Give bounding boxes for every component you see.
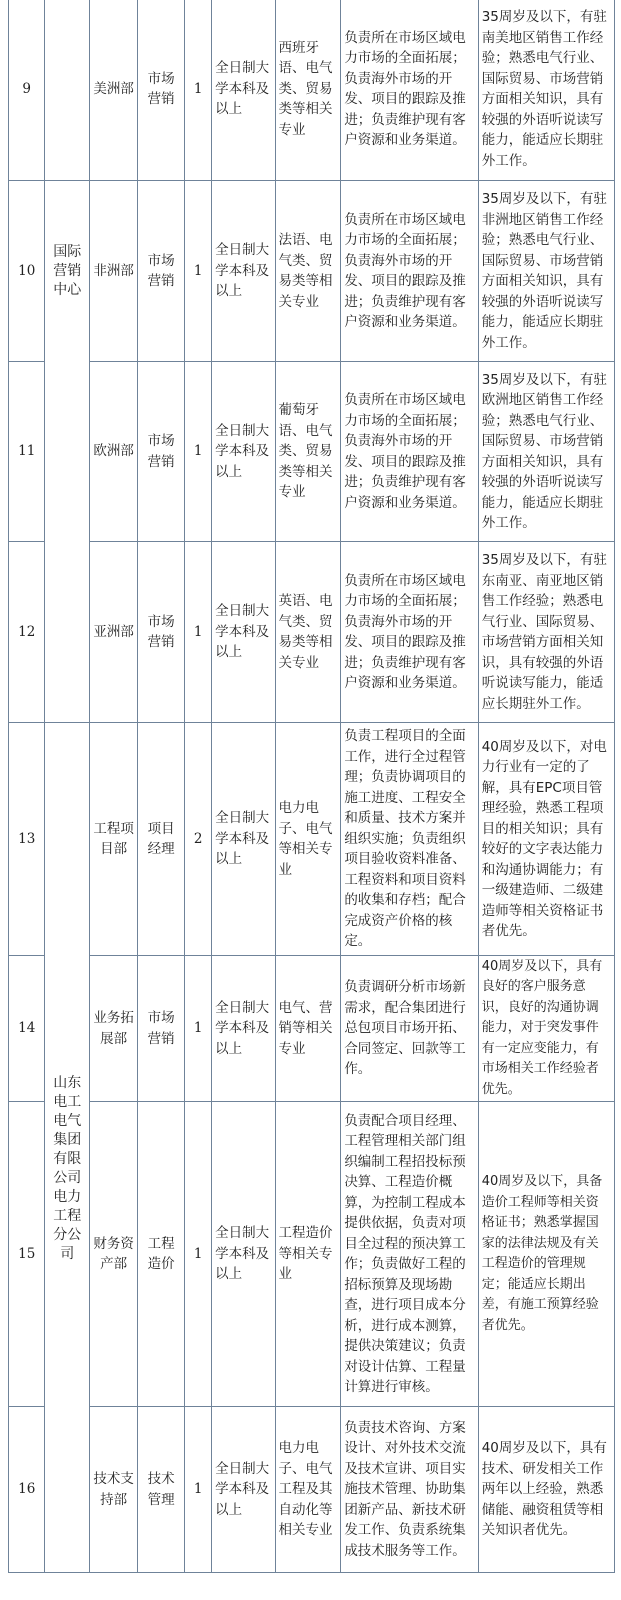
- count-cell: 1: [185, 0, 212, 181]
- count-cell: 1: [185, 956, 212, 1102]
- requirements-cell: 35周岁及以下，有驻非洲地区销售工作经验；熟悉电气行业、国际贸易、市场营销方面相关知识，具有较强的外语听说读写能力，能适应长期驻外工作。: [478, 181, 614, 362]
- duties-cell: 负责所在市场区域电力市场的全面拓展；负责海外市场的开发、项目的跟踪及推进；负责维护现有客户资源和业务渠道。: [341, 181, 478, 362]
- count-cell: 1: [185, 542, 212, 723]
- table-row: [9, 723, 615, 956]
- count-cell: 1: [185, 1102, 212, 1407]
- count-cell: 1: [185, 1407, 212, 1573]
- table-row: [9, 181, 615, 362]
- position-cell: 项目经理: [138, 723, 185, 956]
- row-number: 12: [9, 542, 45, 723]
- table-row: [9, 0, 615, 181]
- org-cell-blank: [45, 1407, 90, 1573]
- position-cell: 技术管理: [138, 1407, 185, 1573]
- duties-cell: 负责工程项目的全面工作，进行全过程管理；负责协调项目的施工进度、工程安全和质量、技术方案并组织实施；负责组织项目验收资料准备、工程资料和项目资料的收集和存档；配合完成资产价格的核定。: [341, 723, 478, 956]
- position-cell: 市场营销: [138, 362, 185, 542]
- requirements-cell: 35周岁及以下，有驻南美地区销售工作经验；熟悉电气行业、国际贸易、市场营销方面相关知识，具有较强的外语听说读写能力，能适应长期驻外工作。: [478, 0, 614, 181]
- requirements-cell: 40周岁及以下，具有技术、研发相关工作两年以上经验，熟悉储能、融资租赁等相关知识者优先。: [478, 1407, 614, 1573]
- major-cell: 法语、电气类、贸易类等相关专业: [275, 181, 341, 362]
- table-row: [9, 1102, 615, 1407]
- major-cell: 电力电子、电气工程及其自动化等相关专业: [275, 1407, 341, 1573]
- education-cell: 全日制大学本科及以上: [212, 181, 275, 362]
- org-group-name: 国际营销中心: [45, 181, 90, 362]
- duties-cell: 负责所在市场区域电力市场的全面拓展；负责海外市场的开发、项目的跟踪及推进；负责维护现有客户资源和业务渠道。: [341, 0, 478, 181]
- count-cell: 2: [185, 723, 212, 956]
- department-cell: 技术支持部: [90, 1407, 138, 1573]
- department-cell: 非洲部: [90, 181, 138, 362]
- department-cell: 亚洲部: [90, 542, 138, 723]
- table-row: [9, 956, 615, 1102]
- duties-cell: 负责所在市场区域电力市场的全面拓展；负责海外市场的开发、项目的跟踪及推进；负责维护现有客户资源和业务渠道。: [341, 542, 478, 723]
- department-cell: 工程项目部: [90, 723, 138, 956]
- education-cell: 全日制大学本科及以上: [212, 1102, 275, 1407]
- major-cell: 电气、营销等相关专业: [275, 956, 341, 1102]
- row-number: 10: [9, 181, 45, 362]
- org-cell-blank: [45, 362, 90, 542]
- education-cell: 全日制大学本科及以上: [212, 542, 275, 723]
- duties-cell: 负责配合项目经理、工程管理相关部门组织编制工程招投标预决算、工程造价概算，为控制工程成本提供依据，负责对项目全过程的预决算工作；负责做好工程的招标预算及现场勘查，进行项目成本分析，进行成本测算，提供决策建议；负责对设计估算、工程量计算进行审核。: [341, 1102, 478, 1407]
- org-cell-blank-top: [45, 0, 90, 181]
- position-cell: 市场营销: [138, 0, 185, 181]
- department-cell: 财务资产部: [90, 1102, 138, 1407]
- education-cell: 全日制大学本科及以上: [212, 956, 275, 1102]
- requirements-cell: 35周岁及以下，有驻欧洲地区销售工作经验；熟悉电气行业、国际贸易、市场营销方面相关知识，具有较强的外语听说读写能力，能适应长期驻外工作。: [478, 362, 614, 542]
- department-cell: 业务拓展部: [90, 956, 138, 1102]
- major-cell: 电力电子、电气等相关专业: [275, 723, 341, 956]
- row-number: 11: [9, 362, 45, 542]
- education-cell: 全日制大学本科及以上: [212, 0, 275, 181]
- position-cell: 市场营销: [138, 956, 185, 1102]
- count-cell: 1: [185, 181, 212, 362]
- position-cell: 市场营销: [138, 542, 185, 723]
- table-row: [9, 1407, 615, 1573]
- org-group-name: 山东电工电气集团有限公司电力工程分公司: [45, 956, 90, 1407]
- major-cell: 英语、电气类、贸易类等相关专业: [275, 542, 341, 723]
- major-cell: 葡萄牙语、电气类、贸易类等相关专业: [275, 362, 341, 542]
- duties-cell: 负责技术咨询、方案设计、对外技术交流及技术宣讲、项目实施技术管理、协助集团新产品、新技术研发工作、负责系统集成技术服务等工作。: [341, 1407, 478, 1573]
- row-number: 16: [9, 1407, 45, 1573]
- row-number: 15: [9, 1102, 45, 1407]
- education-cell: 全日制大学本科及以上: [212, 1407, 275, 1573]
- org-cell-blank: [45, 723, 90, 956]
- duties-cell: 负责所在市场区域电力市场的全面拓展；负责海外市场的开发、项目的跟踪及推进；负责维护现有客户资源和业务渠道。: [341, 362, 478, 542]
- education-cell: 全日制大学本科及以上: [212, 723, 275, 956]
- department-cell: 欧洲部: [90, 362, 138, 542]
- requirements-cell: 40周岁及以下，具有良好的客户服务意识，良好的沟通协调能力，对于突发事件有一定应变能力，有市场相关工作经验者优先。: [478, 956, 614, 1102]
- education-cell: 全日制大学本科及以上: [212, 362, 275, 542]
- row-number: 14: [9, 956, 45, 1102]
- count-cell: 1: [185, 362, 212, 542]
- table-row: [9, 362, 615, 542]
- position-cell: 市场营销: [138, 181, 185, 362]
- requirements-cell: 40周岁及以下，具备造价工程师等相关资格证书；熟悉掌握国家的法律法规及有关工程造价的管理规定；能适应长期出差，有施工预算经验者优先。: [478, 1102, 614, 1407]
- requirements-cell: 40周岁及以下，对电力行业有一定的了解，具有EPC项目管理经验，熟悉工程项目的相关知识；具有较好的文字表达能力和沟通协调能力；有一级建造师、二级建造师等相关资格证书者优先。: [478, 723, 614, 956]
- requirements-cell: 35周岁及以下，有驻东南亚、南亚地区销售工作经验；熟悉电气行业、国际贸易、市场营销方面相关知识，具有较强的外语听说读写能力，能适应长期驻外工作。: [478, 542, 614, 723]
- org-cell-blank: [45, 542, 90, 723]
- major-cell: 工程造价等相关专业: [275, 1102, 341, 1407]
- duties-cell: 负责调研分析市场新需求，配合集团进行总包项目市场开拓、合同签定、回款等工作。: [341, 956, 478, 1102]
- row-number: 13: [9, 723, 45, 956]
- department-cell: 美洲部: [90, 0, 138, 181]
- position-cell: 工程造价: [138, 1102, 185, 1407]
- row-number: 9: [9, 0, 45, 181]
- major-cell: 西班牙语、电气类、贸易类等相关专业: [275, 0, 341, 181]
- table-row: [9, 542, 615, 723]
- recruitment-table: [8, 0, 615, 1573]
